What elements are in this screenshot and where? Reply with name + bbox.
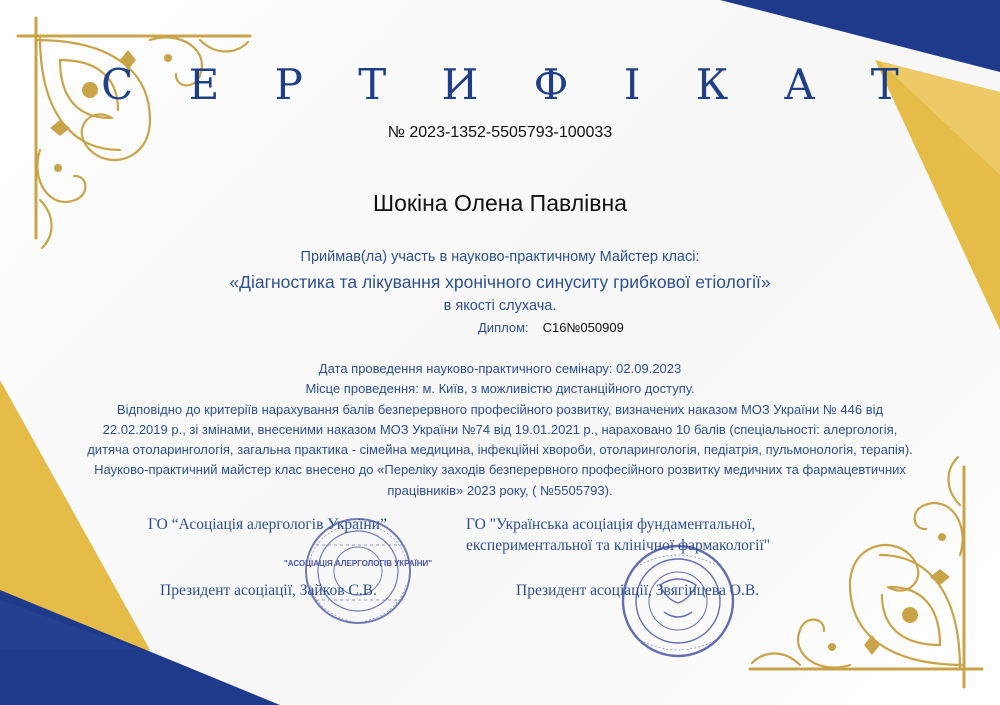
president-2: Президент асоціації, Звягінцева О.В. (516, 582, 760, 599)
recipient-name: Шокіна Олена Павлівна (373, 190, 627, 216)
diploma-line (478, 320, 624, 335)
organization-1: ГО “Асоціація алергологів України” (148, 516, 387, 533)
diploma-label: Диплом: (478, 320, 529, 335)
president-1: Президент асоціації, Зайков С.В. (160, 582, 377, 599)
certificate-number: № 2023-1352-5505793-100033 (387, 124, 613, 141)
organization-2-line-2: експериментальної та клінічної фармакології" (466, 537, 771, 554)
certificate-title: С Е Р Т И Ф І К А Т (101, 60, 920, 109)
organization-2-line-1: ГО "Українська асоціація фундаментальної, (466, 516, 756, 533)
detail-line: дитяча отоларингологія, загальна практика - сімейна медицина, інфекційні хвороби, отоларингологія, педіатрія, пульмонологія, терапія). (87, 442, 913, 458)
participation-role: в якості слухача. (443, 298, 557, 314)
detail-line: Науково-практичний майстер клас внесено до «Переліку заходів безперервного професійного розвитку медичних та фармацевтичних (94, 462, 906, 478)
stamp-pharmacology-association-icon (623, 546, 733, 656)
participation-intro: Приймав(ла) участь в науково-практичному Майстер класі: (300, 249, 700, 265)
detail-line: Відповідно до критеріїв нарахування балів безперервного професійного розвитку, визначених наказом МОЗ України № 446 від (116, 401, 884, 417)
detail-line: працівників» 2023 року, ( №5505793). (387, 482, 613, 498)
detail-line: Місце проведення: м. Київ, з можливістю дистанційного доступу. (305, 381, 695, 397)
course-title: «Діагностика та лікування хронічного синуситу грибкової етіології» (229, 272, 771, 292)
detail-line: Дата проведення науково-практичного семінару: 02.09.2023 (318, 361, 682, 376)
detail-line: 22.02.2019 р., зі змінами, внесеними наказом МОЗ України №74 від 19.01.2021 р., нараховано 10 балів (спеціальності: алергологія, (102, 421, 898, 437)
diploma-value: С16№050909 (542, 320, 624, 335)
stamp1-center-text: "АСОЦІАЦІЯ АЛЕРГОЛОГІВ УКРАЇНИ" (283, 559, 433, 568)
certificate-details (40, 359, 960, 501)
organization-2 (466, 514, 770, 556)
